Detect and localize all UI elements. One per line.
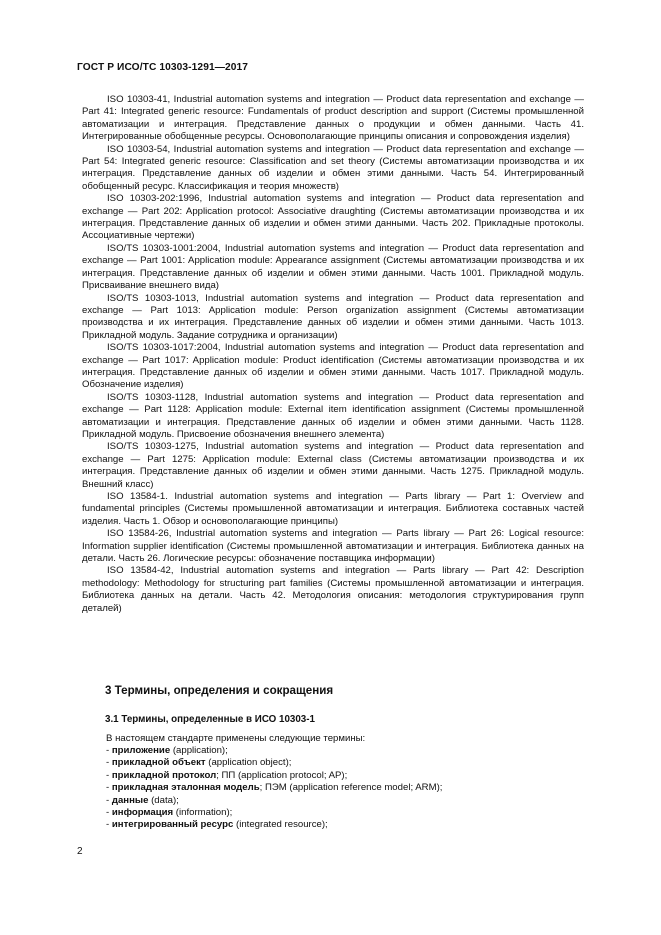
- term-item: [106, 782, 442, 794]
- term-name: информация: [111, 807, 174, 819]
- reference-item: ISO 10303-54, Industrial automation systems and integration — Product data representation and exchange — Part 54: Integrated generic resource: Classification and set theory (Системы автоматизации производства и их интеграция. Представление данных об изделии и обмен этими данными. Часть 54. Интегрированный обобщенный ресурс. Классификация и теория множеств): [82, 143, 584, 192]
- term-dash: -: [106, 745, 112, 756]
- term-item: [106, 757, 442, 769]
- term-item: [106, 770, 442, 782]
- term-dash: -: [106, 819, 112, 831]
- reference-item: ISO/TS 10303-1128, Industrial automation systems and integration — Product data representation and exchange — Part 1128: Application module: External item identification assignment (Системы промышленной автоматизации и интеграция. Представление данных об изделии и обмен этими данными. Часть 1128. Прикладной модуль. Присвоение обозначения внешнего элемента): [82, 391, 584, 440]
- section-heading: 3 Термины, определения и сокращения: [105, 684, 334, 697]
- term-dash: -: [106, 794, 112, 806]
- term-rest: (information);: [173, 807, 233, 819]
- term-item: [106, 745, 442, 757]
- term-rest: (data);: [148, 794, 179, 806]
- reference-item: ISO 13584-42, Industrial automation systems and integration — Parts library — Part 42: Description methodology: Methodology for structuring part families (Системы промышленной автоматизации и интеграция. Библиотека данных на детали. Часть 42. Методология описания: методология структурирования групп деталей): [82, 565, 584, 614]
- reference-item: ISO/TS 10303-1001:2004, Industrial automation systems and integration — Product data representation and exchange — Part 1001: Application module: Appearance assignment (Системы автоматизации производства и их интеграция. Представление данных об изделии и обмен этими данными. Часть 1001. Прикладной модуль. Присваивание внешнего вида): [82, 242, 584, 292]
- normative-references: [82, 94, 584, 615]
- document-header: ГОСТ Р ИСО/ТС 10303-1291—2017: [77, 62, 249, 73]
- term-dash: -: [106, 782, 112, 794]
- reference-item: ISO 10303-41, Industrial automation systems and integration — Product data representation and exchange — Part 41: Integrated generic resource: Fundamentals of product description and support (Системы промышленной автоматизации и интеграция. Представление данных о продукции и обмен данными. Часть 41. Интегрированные обобщенные ресурсы. Основополагающие принципы описания и сопровождения изделия): [82, 94, 584, 143]
- term-item: [106, 807, 442, 819]
- terms-list: [106, 745, 442, 832]
- term-name: данные: [111, 794, 149, 806]
- term-rest: ; ПЭМ (application reference model; ARM);: [259, 782, 443, 794]
- term-name: прикладная эталонная модель: [111, 782, 260, 794]
- reference-item: ISO 13584-26, Industrial automation systems and integration — Parts library — Part 26: Logical resource: Information supplier identification (Системы промышленной автоматизации и интеграция. Библиотека данных на детали. Часть 26. Логические ресурсы: обозначение поставщика информации): [82, 528, 584, 565]
- term-name: приложение: [111, 745, 171, 756]
- term-dash: -: [106, 807, 112, 819]
- reference-item: ISO/TS 10303-1017:2004, Industrial automation systems and integration — Product data representation and exchange — Part 1017: Application module: Product identification (Системы автоматизации производства и их интеграция. Представление данных об изделии и обмен этими данными. Часть 1017. Прикладной модуль. Обозначение изделия): [82, 342, 584, 391]
- term-rest: ; ПП (application protocol; AP);: [216, 769, 348, 781]
- reference-item: ISO 10303-202:1996, Industrial automation systems and integration — Product data representation and exchange — Part 202: Application protocol: Associative draughting (Системы автоматизации производства и их интеграция. Представление данных об изделии и обмен этими данными. Часть 202. Прикладные протоколы. Ассоциативные чертежи): [82, 193, 584, 242]
- term-name: прикладной протокол: [111, 769, 217, 781]
- term-item: [106, 819, 442, 831]
- term-rest: (integrated resource);: [233, 819, 328, 831]
- intro-text: В настоящем стандарте применены следующие термины:: [106, 733, 366, 744]
- page-number: 2: [77, 846, 83, 857]
- reference-item: ISO/TS 10303-1013, Industrial automation systems and integration — Product data representation and exchange — Part 1013: Application module: Person organization assignment (Системы автоматизации производства и их интеграция. Представление данных об изделии и обмен этими данными. Часть 1013. Прикладной модуль. Задание сотрудника и организации): [82, 292, 584, 341]
- term-dash: -: [106, 757, 112, 769]
- term-name: прикладной объект: [111, 757, 206, 769]
- subsection-heading: 3.1 Термины, определенные в ИСО 10303-1: [105, 714, 315, 725]
- reference-item: ISO 13584-1. Industrial automation systems and integration — Parts library — Part 1: Overview and fundamental principles (Системы промышленной автоматизации и интеграция. Библиотека составных частей изделия. Часть 1. Обзор и основополагающие принципы): [82, 491, 584, 527]
- reference-item: ISO/TS 10303-1275, Industrial automation systems and integration — Product data representation and exchange — Part 1275: Application module: External class (Системы автоматизации производства и их интеграция. Представление данных об изделии и обмен этими данными. Часть 1275. Прикладной модуль. Внешний класс): [82, 441, 584, 490]
- term-item: [106, 795, 442, 807]
- term-name: интегрированный ресурс: [111, 819, 234, 831]
- term-rest: (application);: [170, 745, 228, 756]
- term-dash: -: [106, 769, 112, 781]
- term-rest: (application object);: [205, 757, 292, 769]
